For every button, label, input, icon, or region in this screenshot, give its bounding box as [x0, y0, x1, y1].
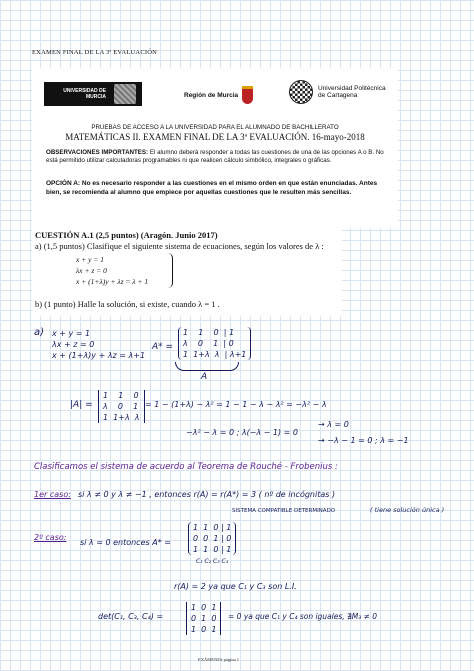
page-header: EXAMEN FINAL DE LA 3ª EVALUACIÓN: [32, 49, 158, 56]
hw-det-columns-matrix: 1 0 1 0 1 0 1 0 1: [186, 602, 221, 635]
hw-augmented-matrix: 1 1 0 | 1 λ 0 1 | 0 1 1+λ λ | λ+1: [178, 327, 251, 360]
observations-text: El alumno deberá responder a todas las cuestiones de una de las opciones A o B. No está permitido utilizar calculadoras programables ni que realicen cálculo simbólico, integrales o gráficas.: [46, 149, 384, 164]
observations: [46, 149, 386, 165]
hw-case2-text: si λ = 0 entonces A* =: [80, 538, 171, 547]
page-footer: EXÁMENES página 1: [198, 657, 239, 662]
hw-column-labels: C₁ C₂ C₃ C₄: [196, 558, 229, 565]
hw-underbrace: [175, 362, 239, 371]
universidad-murcia-logo: [44, 82, 142, 106]
hw-root-minus-one: → −λ − 1 = 0 ; λ = −1: [318, 436, 409, 445]
hw-rank-line: r(A) = 2 ya que C₁ y C₃ son L.I.: [174, 582, 297, 591]
question-part-b: b) (1 punto) Halle la solución, si existe, cuando λ = 1 .: [35, 299, 220, 309]
region-murcia-label: Región de Murcia: [184, 91, 239, 99]
hw-case1-label: 1er caso:: [34, 490, 71, 499]
equation-system: [76, 254, 148, 287]
hw-classify-heading: Clasificamos el sistema de acuerdo al Teorema de Rouché - Frobenius :: [34, 462, 338, 472]
hw-equation-row: x + y = 1: [52, 329, 91, 338]
upct-emblem-icon: [289, 80, 313, 104]
hw-root-zero: → λ = 0: [318, 420, 349, 429]
observations-label: OBSERVACIONES IMPORTANTES:: [46, 149, 149, 156]
hw-part-a-label: a): [34, 327, 45, 338]
um-logo-text: UNIVERSIDAD DE MURCIA: [63, 88, 106, 100]
um-seal-icon: [114, 84, 136, 104]
hw-case2-matrix: 1 1 0 | 1 0 0 1 | 0 1 1 0 | 1: [188, 522, 236, 555]
hw-equation-line: −λ² − λ = 0 ; λ(−λ − 1) = 0: [186, 428, 298, 437]
system-brace: [168, 253, 173, 288]
hw-equation-row: λx + z = 0: [52, 340, 95, 349]
hw-case1-text: si λ ≠ 0 y λ ≠ −1 , entonces r(A) = r(A*) = 3 ( nº de incógnitas ): [78, 490, 336, 499]
region-murcia-logo: [184, 86, 253, 104]
question-title: CUESTIÓN A.1 (2,5 puntos) (Aragón. Junio 2017): [35, 230, 218, 240]
hw-a-under-label: A: [201, 372, 208, 382]
question-part-a: a) (1,5 puntos) Clasifique el siguiente sistema de ecuaciones, según los valores de λ :: [35, 241, 324, 251]
hw-scd-label: SISTEMA COMPATIBLE DETERMINADO: [232, 508, 336, 514]
hw-system: [52, 328, 145, 361]
equation-row: x + y = 1: [76, 255, 105, 264]
equation-row: λx + z = 0: [76, 266, 107, 275]
hw-det-columns-tail: = 0 ya que C₁ y C₄ son iguales, ∄M₃ ≠ 0: [228, 612, 378, 621]
upct-logo: [289, 80, 388, 104]
shield-icon: [242, 86, 253, 104]
hw-astar-label: A* =: [152, 342, 174, 352]
exam-header-box: [32, 68, 398, 228]
exam-subtitle: PRUEBAS DE ACCESO A LA UNIVERSIDAD PARA EL ALUMNADO DE BACHILLERATO: [91, 124, 339, 131]
hw-equation-row: x + (1+λ)y + λz = λ+1: [52, 351, 146, 360]
hw-det-label: |A| =: [70, 400, 93, 410]
hw-det-expansion: = 1 − (1+λ) − λ² = 1 − 1 − λ − λ² = −λ² − λ: [145, 400, 327, 409]
hw-case2-label: 2º caso:: [34, 533, 67, 542]
logos-row: [44, 78, 394, 108]
upct-logo-text: Universidad Politécnica de Cartagena: [318, 84, 386, 99]
exam-title: MATEMÁTICAS II. EXAMEN FINAL DE LA 3ª EVALUACIÓN. 16-mayo-2018: [65, 132, 365, 142]
hw-det-columns-label: det(C₁, C₃, C₄) =: [98, 612, 164, 621]
hw-det-matrix: 1 1 0 λ 0 1 1 1+λ λ: [98, 390, 145, 423]
hw-scd-note: ( tiene solución única ): [370, 506, 445, 514]
equation-row: x + (1+λ)y + λz = λ + 1: [76, 277, 149, 286]
question-box: [32, 228, 342, 316]
option-a-note: OPCIÓN A: No es necesario responder a las cuestiones en el mismo orden en que están enunciadas. Antes bien, se recomienda al alumno que empiece por aquellas cuestiones que le resulten más sencillas.: [46, 180, 378, 196]
